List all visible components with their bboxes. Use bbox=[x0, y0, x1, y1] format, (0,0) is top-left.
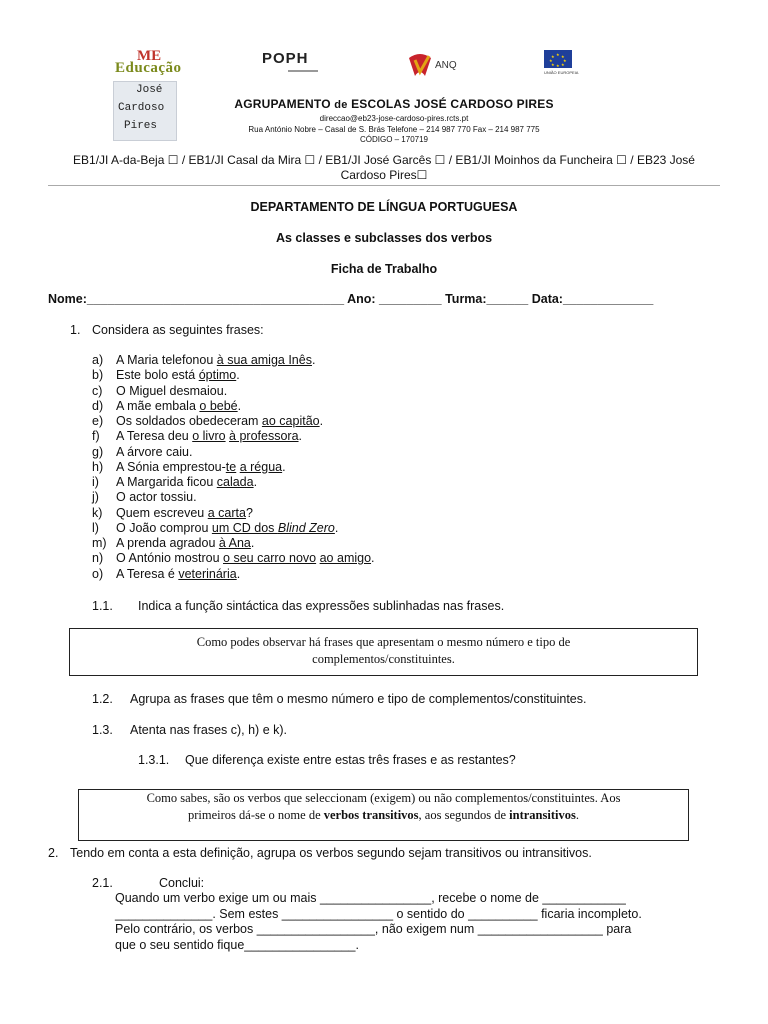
underlined-expression: veterinária bbox=[178, 566, 237, 581]
school-logo bbox=[113, 81, 177, 141]
school-name bbox=[200, 97, 588, 111]
anq-emblem-icon bbox=[405, 50, 435, 80]
sentence-item bbox=[92, 353, 375, 368]
school-address: Rua António Nobre – Casal de S. Brás Telefone – 214 987 770 Fax – 214 987 775 bbox=[248, 124, 540, 134]
underlined-expression: ao amigo bbox=[319, 551, 372, 566]
sentence-text: A mãe embala bbox=[116, 398, 200, 413]
sentence-item bbox=[92, 460, 375, 475]
sentence-text: A Teresa deu bbox=[116, 429, 193, 444]
school-logo-line: Pires bbox=[124, 120, 158, 132]
school-name-de: de bbox=[334, 99, 348, 111]
underlined-expression: calada bbox=[216, 475, 254, 489]
q1-number: 1. bbox=[70, 323, 81, 337]
sentence-list bbox=[92, 353, 375, 582]
underlined-expression: um CD dos bbox=[211, 520, 278, 535]
underlined-expression: óptimo bbox=[198, 368, 237, 383]
schools-list bbox=[48, 153, 720, 183]
underlined-expression: Blind Zero bbox=[277, 520, 335, 535]
sentence-text: O actor tossiu. bbox=[116, 490, 197, 505]
note-line bbox=[79, 807, 688, 824]
sentence-item bbox=[92, 521, 375, 536]
sentence-item bbox=[92, 506, 375, 521]
q1-1-text: Indica a função sintáctica das expressões sublinhadas nas frases. bbox=[138, 599, 505, 613]
student-info-line[interactable]: Nome:_____________________________________ Ano: _________ Turma:______ Data:_____________ bbox=[48, 292, 654, 306]
sentence-letter: a) bbox=[92, 353, 104, 367]
school-logo-line: Cardoso bbox=[118, 102, 165, 114]
sentence-item bbox=[92, 445, 375, 460]
sentence-letter: i) bbox=[92, 475, 99, 489]
underlined-expression: a carta bbox=[207, 505, 246, 520]
school-code: CÓDIGO – 170719 bbox=[359, 135, 429, 144]
q1-3-1-number: 1.3.1. bbox=[138, 753, 170, 767]
q2-1-label: Conclui: bbox=[159, 876, 205, 890]
sentence-letter: n) bbox=[92, 551, 104, 566]
sentence-text: . bbox=[282, 459, 286, 474]
school-logo-line: José bbox=[136, 84, 163, 96]
sentence-item bbox=[92, 414, 375, 429]
educacao-wordmark: Educação bbox=[115, 60, 182, 76]
sentence-letter: c) bbox=[92, 383, 103, 398]
underlined-expression: à Ana bbox=[218, 536, 251, 550]
sentence-text: ? bbox=[245, 505, 253, 520]
underlined-expression: à sua amiga Inês bbox=[216, 353, 312, 367]
q1-2-number: 1.2. bbox=[92, 692, 113, 706]
department-title: DEPARTAMENTO DE LÍNGUA PORTUGUESA bbox=[250, 200, 518, 214]
sentence-text: O António mostrou bbox=[116, 551, 224, 566]
sentence-item bbox=[92, 490, 375, 505]
sentence-text: O Miguel desmaiou. bbox=[116, 383, 228, 398]
school-name-suffix: ESCOLAS JOSÉ CARDOSO PIRES bbox=[347, 97, 554, 111]
anq-wordmark: ANQ bbox=[435, 60, 457, 71]
sentence-text: A Teresa é bbox=[116, 566, 179, 581]
q1-2-text: Agrupa as frases que têm o mesmo número e tipo de complementos/constituintes. bbox=[130, 692, 587, 706]
sentence-text: Este bolo está bbox=[116, 368, 199, 383]
sentence-item bbox=[92, 429, 375, 444]
sentence-item bbox=[92, 399, 375, 414]
sentence-item bbox=[92, 368, 375, 383]
sentence-letter: j) bbox=[92, 490, 99, 505]
conclusion-fill-in[interactable] bbox=[115, 891, 721, 953]
sentence-letter: o) bbox=[92, 566, 104, 581]
term-intransitive: intransitivos bbox=[509, 808, 576, 822]
ministerio-educacao-logo bbox=[113, 48, 203, 78]
poph-wordmark: POPH bbox=[262, 50, 309, 67]
sentence-letter: e) bbox=[92, 414, 104, 428]
eu-flag-icon: ★ ★ ★ ★ ★ ★ ★ ★ bbox=[544, 50, 572, 68]
sentence-letter: l) bbox=[92, 520, 99, 535]
q2-text: Tendo em conta a esta definição, agrupa os verbos segundo sejam transitivos ou intransitivos. bbox=[70, 846, 592, 860]
note-text: . bbox=[575, 808, 579, 822]
poph-logo bbox=[262, 50, 342, 74]
sentence-text: . bbox=[311, 353, 316, 367]
conclusion-line[interactable]: Quando um verbo exige um ou mais ________________, recebe o nome de ____________ bbox=[115, 891, 626, 905]
poph-underline bbox=[288, 70, 318, 72]
sentence-text: Os soldados obedeceram bbox=[116, 414, 262, 428]
sentence-letter: k) bbox=[92, 505, 103, 520]
note-text: primeiros dá-se o nome de bbox=[188, 808, 324, 822]
conclusion-line[interactable]: Pelo contrário, os verbos _________________, não exigem num __________________ para bbox=[115, 922, 632, 936]
sentence-text: A Margarida ficou bbox=[116, 475, 217, 489]
underlined-expression: à professora bbox=[229, 429, 299, 444]
sentence-letter: b) bbox=[92, 368, 104, 383]
conclusion-line[interactable]: que o seu sentido fique________________. bbox=[115, 937, 359, 952]
anq-logo bbox=[405, 50, 470, 80]
note-line: Como sabes, são os verbos que seleccionam (exigem) ou não complementos/constituintes. Aos bbox=[146, 791, 621, 805]
worksheet-title: Ficha de Trabalho bbox=[330, 262, 438, 276]
sentence-text: . bbox=[334, 520, 339, 535]
sentence-letter: d) bbox=[92, 398, 104, 413]
topic-title: As classes e subclasses dos verbos bbox=[275, 231, 493, 245]
sentence-text: Quem escreveu bbox=[116, 505, 208, 520]
q2-1-number: 2.1. bbox=[92, 876, 113, 890]
underlined-expression: o bebé bbox=[199, 398, 238, 413]
sentence-text: . bbox=[237, 398, 242, 413]
school-name-prefix: AGRUPAMENTO bbox=[234, 97, 335, 111]
note-box-same-complements bbox=[69, 628, 698, 676]
school-email: direccao@eb23-jose-cardoso-pires.rcts.pt bbox=[319, 114, 469, 123]
eu-logo bbox=[544, 50, 590, 84]
underlined-expression: te bbox=[225, 459, 237, 474]
school-header bbox=[200, 97, 588, 146]
schools-list-line: Cardoso Pires☐ bbox=[340, 168, 428, 182]
underlined-expression: ao capitão bbox=[261, 414, 320, 428]
sentence-text: . bbox=[236, 566, 241, 581]
header-divider bbox=[48, 185, 720, 186]
sentence-text: O João comprou bbox=[116, 520, 212, 535]
eu-caption: UNIÃO EUROPEIA bbox=[544, 70, 579, 75]
note-line: complementos/constituintes. bbox=[312, 652, 455, 666]
underlined-expression: o seu carro novo bbox=[223, 551, 317, 566]
sentence-item bbox=[92, 551, 375, 566]
sentence-item bbox=[92, 475, 375, 490]
q1-text: Considera as seguintes frases: bbox=[92, 323, 264, 337]
underlined-expression: a régua bbox=[239, 459, 283, 474]
sentence-item bbox=[92, 384, 375, 399]
sentence-letter: g) bbox=[92, 444, 104, 459]
sentence-text: . bbox=[371, 551, 375, 566]
sentence-text: A Sónia emprestou- bbox=[116, 459, 226, 474]
sentence-text: . bbox=[298, 429, 303, 444]
q1-1-number: 1.1. bbox=[92, 599, 113, 613]
sentence-text: . bbox=[236, 368, 240, 383]
conclusion-line[interactable]: ______________. Sem estes ________________ o sentido do __________ ficaria incompleto. bbox=[115, 906, 642, 921]
q2-number: 2. bbox=[48, 846, 59, 860]
q1-3-1-text: Que diferença existe entre estas três frases e as restantes? bbox=[185, 753, 516, 767]
q1-3-text: Atenta nas frases c), h) e k). bbox=[130, 723, 288, 737]
sentence-letter: m) bbox=[92, 536, 107, 550]
note-line: Como podes observar há frases que apresentam o mesmo número e tipo de bbox=[196, 635, 571, 649]
schools-list-line: EB1/JI A-da-Beja ☐ / EB1/JI Casal da Mira ☐ / EB1/JI José Garcês ☐ / EB1/JI Moinhos da Funcheira ☐ / EB23 José bbox=[73, 153, 695, 167]
sentence-letter: h) bbox=[92, 459, 104, 474]
q1-3-number: 1.3. bbox=[92, 723, 113, 737]
sentence-text: . bbox=[253, 475, 258, 489]
note-box-transitive-verbs bbox=[78, 789, 689, 841]
sentence-text: . bbox=[250, 536, 255, 550]
underlined-expression: o livro bbox=[192, 429, 226, 444]
sentence-text: . bbox=[319, 414, 324, 428]
me-mark: ME bbox=[137, 48, 162, 64]
sentence-item bbox=[92, 567, 375, 582]
sentence-text: A Maria telefonou bbox=[116, 353, 217, 367]
sentence-text: A prenda agradou bbox=[116, 536, 219, 550]
sentence-letter: f) bbox=[92, 429, 100, 444]
note-text: , aos segundos de bbox=[418, 808, 510, 822]
sentence-text: A árvore caiu. bbox=[116, 444, 193, 459]
term-transitive: verbos transitivos bbox=[323, 808, 419, 822]
sentence-item bbox=[92, 536, 375, 551]
